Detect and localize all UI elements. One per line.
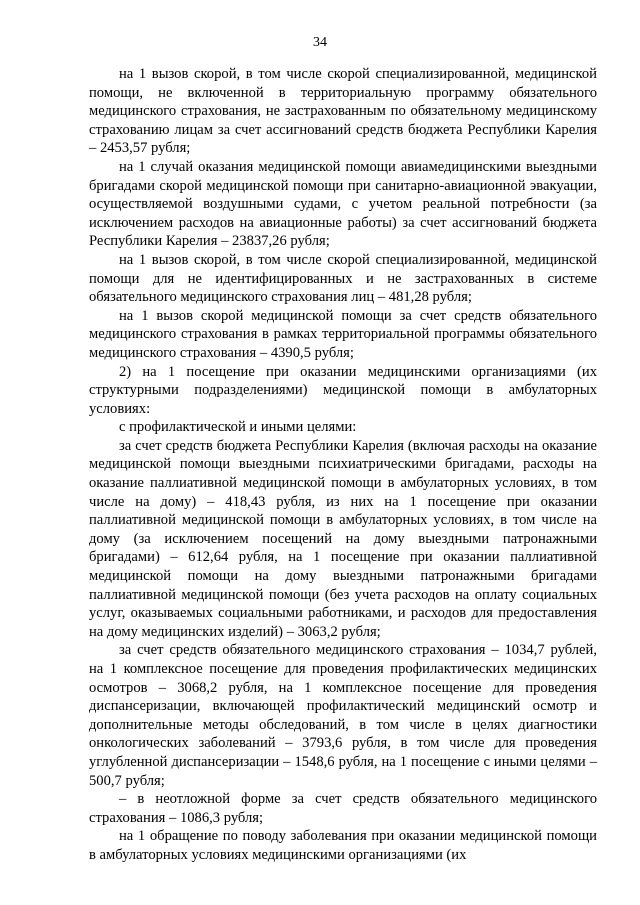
page-number: 34 — [313, 35, 327, 50]
paragraph: на 1 вызов скорой медицинской помощи за счет средств обязательного медицинского страхования в рамках территориальной программы обязательного медицинского страхования – 4390,5 рубля; — [89, 307, 597, 361]
paragraph: 2) на 1 посещение при оказании медицинскими организациями (их структурными подразделениями) медицинской помощи в амбулаторных условиях: — [89, 363, 597, 417]
paragraph: – в неотложной форме за счет средств обязательного медицинского страхования – 1086,3 рубля; — [89, 791, 597, 826]
paragraph: на 1 вызов скорой, в том числе скорой специализированной, медицинской помощи для не идентифицированных и не застрахованных в системе обязательного медицинского страхования лиц – 481,28 рубля; — [89, 251, 597, 306]
paragraph: на 1 вызов скорой, в том числе скорой специализированной, медицинской помощи, не включенной в территориальную программу обязательного медицинского страхования, не застрахованным по обязательному медицинскому страхованию лицам за счет ассигнований средств бюджета Республики Карелия – 2453,57 рубля; — [89, 66, 597, 157]
paragraph: за счет средств бюджета Республики Карелия (включая расходы на оказание медицинской помощи выездными психиатрическими бригадами, расходы на оказание паллиативной медицинской помощи в амбулаторных условиях, в том числе на дому) – 418,43 рубля, из них на 1 посещение при оказании паллиативной медицинской помощи в амбулаторных условиях, в том числе на дому (за исключением посещений на дому выездными патронажными бригадами) – 612,64 рубля, на 1 посещение при оказании паллиативной медицинской помощи на дому выездными патронажными бригадами паллиативной медицинской помощи (без учета расходов на оплату социальных услуг, оказываемых социальными работниками, и расходов для предоставления на дому медицинских изделий) – 3063,2 рубля; — [89, 437, 597, 640]
paragraph: с профилактической и иными целями: — [119, 419, 357, 436]
paragraph: на 1 обращение по поводу заболевания при оказании медицинской помощи в амбулаторных условиях медицинскими организациями (их — [89, 828, 597, 863]
paragraph: на 1 случай оказания медицинской помощи авиамедицинскими выездными бригадами скорой медицинской помощи при санитарно-авиационной эвакуации, осуществляемой воздушными судами, с учетом реальной потребности (за исключением расходов на авиационные работы) за счет ассигнований бюджета Республики Карелия – 23837,26 рубля; — [89, 158, 597, 250]
document-body — [89, 65, 597, 865]
paragraph: за счет средств обязательного медицинского страхования – 1034,7 рублей, на 1 комплексное посещение для проведения профилактических медицинских осмотров – 3068,2 рубля, на 1 комплексное посещение для проведения диспансеризации, включающей профилактический медицинский осмотр и дополнительные методы обследований, в том числе в целях диагностики онкологических заболеваний – 3793,6 рубля, в том числе для проведения углубленной диспансеризации – 1548,6 рубля, на 1 посещение с иными целями – 500,7 рубля; — [89, 642, 597, 789]
